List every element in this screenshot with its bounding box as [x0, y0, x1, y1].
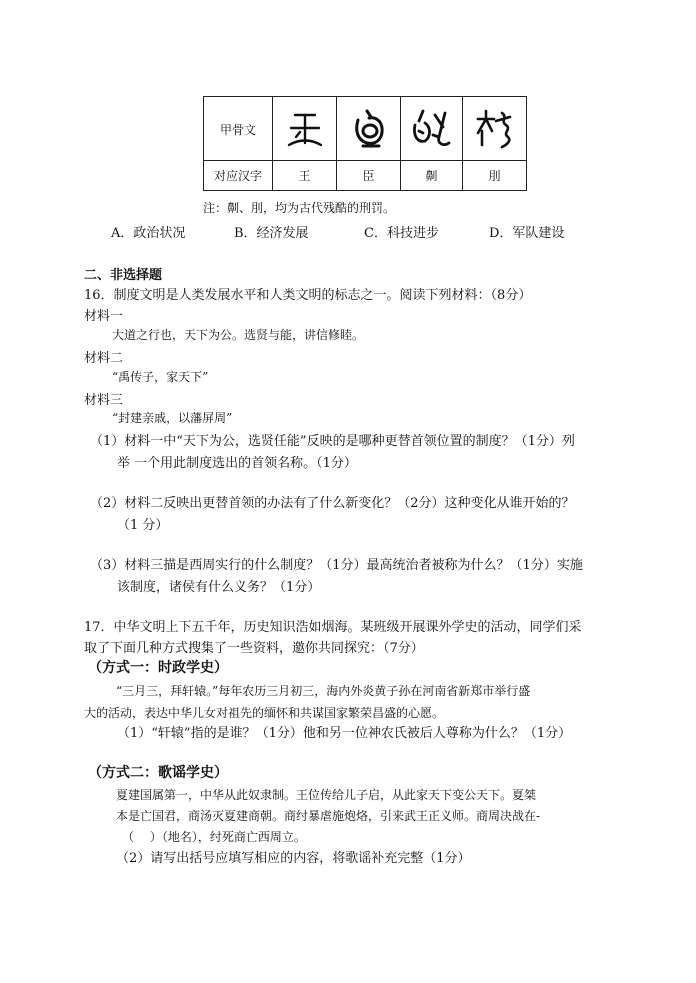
q16-stem: 16．制度文明是人类发展水平和人类文明的标志之一。阅读下列材料：（8分）	[84, 288, 532, 303]
way-2-question: （2）请写出括号应填写相应的内容，将歌谣补充完整（1分）	[116, 851, 471, 866]
oracle-bone-table	[203, 96, 527, 191]
q16-part3-line1: （3）材料三描是西周实行的什么制度？（1分）最高统治者被称为什么？（1分）实施	[90, 558, 583, 573]
oracle-yi-glyph-icon	[409, 107, 455, 151]
material-1-label: 材料一	[84, 309, 124, 324]
way-1-text-line1: “三月三，拜轩辕。”每年农历三月初三，海内外炎黄子孙在河南省新郑市举行盛	[116, 684, 531, 698]
char-cell-2: 臣	[337, 161, 401, 191]
q16-part2-line2: （1 分）	[117, 518, 169, 533]
q16-part3-line2: 该制度，诸侯有什么义务？（1分）	[117, 580, 321, 595]
oracle-chen-glyph-icon	[349, 106, 389, 152]
way-2-text-line3: （ ）（地名），纣死商亡西周立。	[122, 830, 306, 844]
option-c[interactable]: C．科技进步	[364, 226, 439, 241]
row-label-modern-text: 对应汉字	[213, 169, 262, 183]
way-2-title: （方式二：歌谣学史）	[88, 765, 228, 781]
oracle-yue-glyph-icon	[472, 107, 518, 151]
glyph-cell-wang	[273, 97, 337, 161]
material-2-text: “禹传子，家天下”	[112, 370, 209, 384]
way-2-text-line1: 夏建国属第一，中华从此奴隶制。王位传给儿子启，从此家天下变公天下。夏桀	[116, 788, 537, 802]
material-3-text: “封建亲戚，以藩屏周”	[112, 411, 233, 425]
glyph-cell-yue	[463, 97, 527, 161]
material-2-label: 材料二	[84, 351, 124, 366]
way-1-question: （1）“轩辕”指的是谁？（1分）他和另一位神农氏被后人尊称为什么？（1分）	[117, 726, 572, 741]
material-3-label: 材料三	[84, 393, 124, 408]
row-label-oracle	[204, 97, 273, 161]
way-2-text-line2: 本是亡国君，商汤灭夏建商朝。商纣暴虐施炮烙，引来武王正义师。商周决战在-	[116, 809, 541, 823]
oracle-glyph-row	[204, 97, 527, 161]
glyph-cell-yi	[401, 97, 463, 161]
q16-part1-line1: （1）材料一中“天下为公，选贤任能”反映的是哪种更替首领位置的制度？（1分）列	[90, 434, 575, 449]
section-title: 二、非选择题	[84, 268, 163, 283]
char-cell-1: 王	[273, 161, 337, 191]
char-cell-3: 劓	[401, 161, 463, 191]
q17-stem-line2: 取了下面几种方式搜集了一些资料，邀你共同探究：（7分）	[84, 641, 424, 656]
q17-stem-line1: 17．中华文明上下五千年，历史知识浩如烟海。某班级开展课外学史的活动，同学们采	[84, 620, 582, 635]
oracle-wang-glyph-icon	[285, 107, 325, 151]
row-label-modern	[204, 161, 273, 191]
option-d[interactable]: D．军队建设	[489, 226, 565, 241]
char-cell-4: 刖	[463, 161, 527, 191]
option-a[interactable]: A．政治状况	[111, 226, 186, 241]
q16-part2-line1: （2）材料二反映出更替首领的办法有了什么新变化？（2分）这种变化从谁开始的？	[90, 496, 575, 511]
option-b[interactable]: B．经济发展	[234, 226, 309, 241]
table-note: 注：劓、刖，均为古代残酷的刑罚。	[203, 201, 396, 215]
row-label-oracle-text: 甲骨文	[219, 123, 256, 137]
glyph-cell-chen	[337, 97, 401, 161]
q16-part1-line2: 举 一个用此制度选出的首领名称。（1分）	[117, 456, 357, 471]
way-1-text-line2: 大的活动，表达中华儿女对祖先的缅怀和共谋国家繁荣昌盛的心愿。	[84, 706, 445, 720]
modern-char-row	[204, 161, 527, 191]
material-1-text: 大道之行也，天下为公。选贤与能，讲信修睦。	[112, 328, 365, 342]
way-1-title: （方式一：时政学史）	[88, 660, 228, 676]
